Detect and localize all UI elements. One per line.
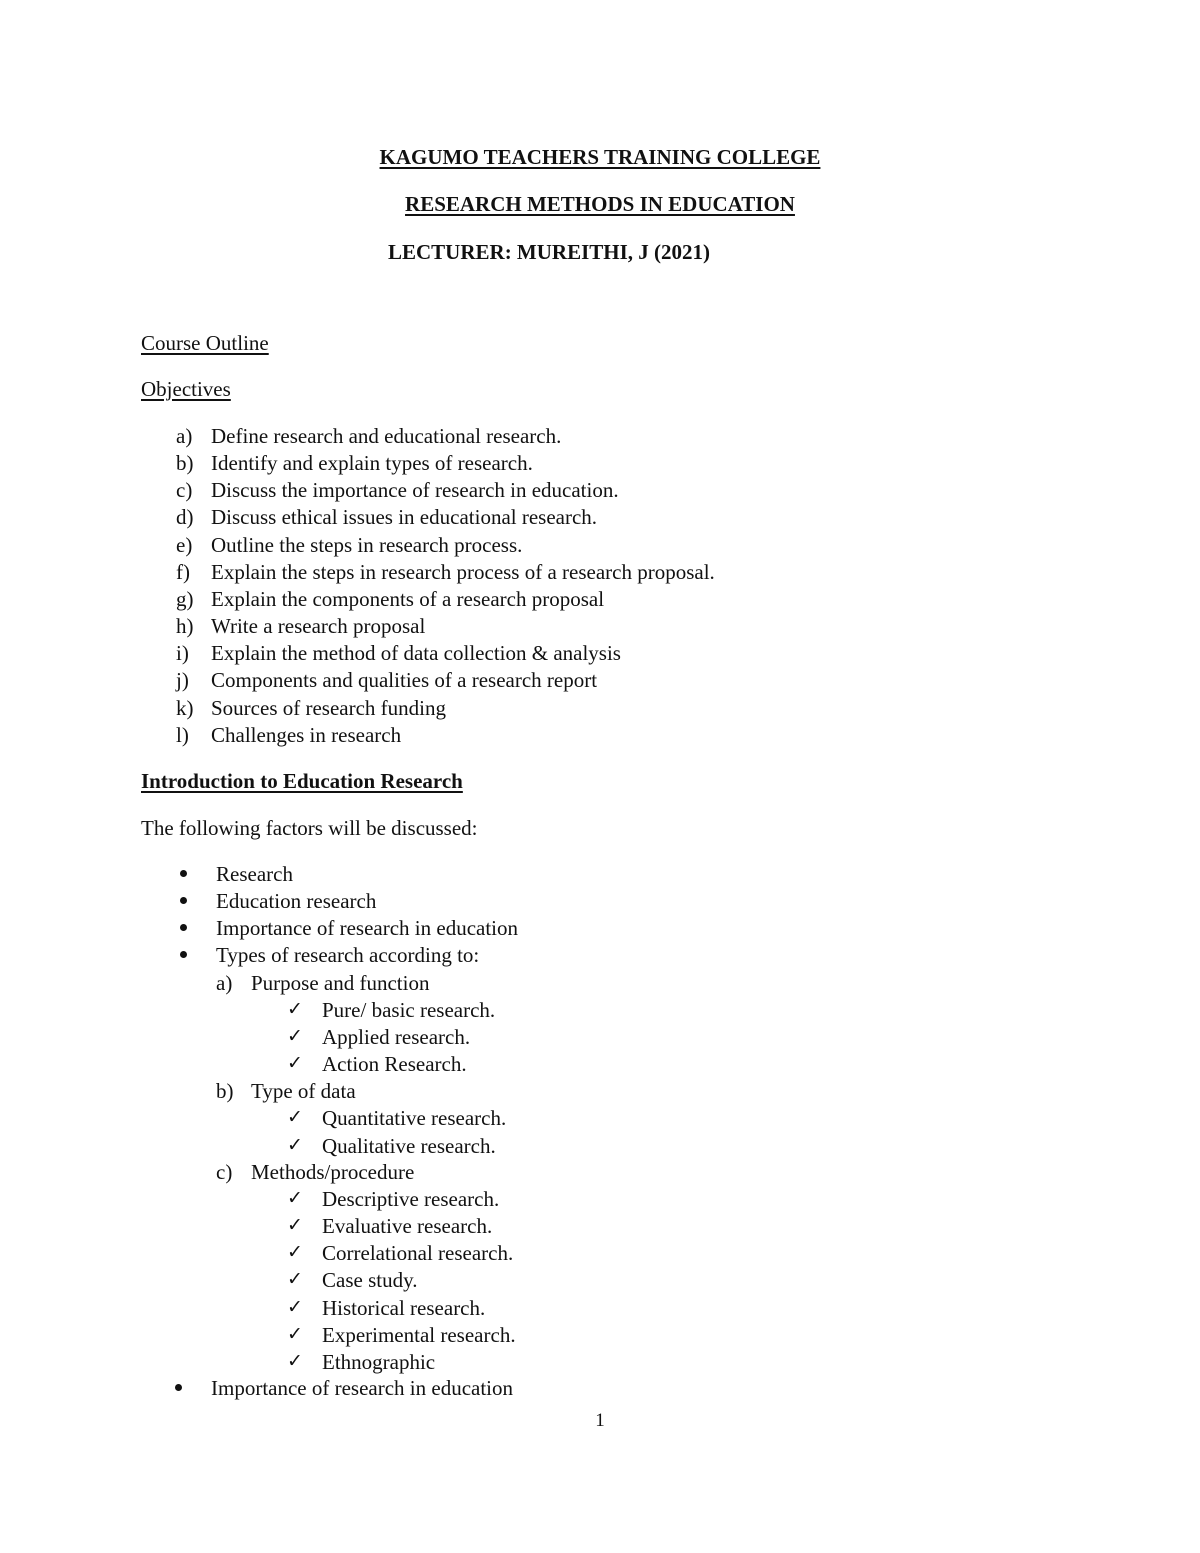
checkmark-icon: ✓ xyxy=(287,1323,303,1345)
objective-marker: h) xyxy=(176,614,194,638)
factor-item: Research xyxy=(216,862,293,886)
type-item: Correlational research. xyxy=(322,1241,514,1265)
checkmark-icon: ✓ xyxy=(287,1187,303,1209)
objective-item: Sources of research funding xyxy=(211,696,446,720)
objective-marker: c) xyxy=(176,478,193,502)
objective-marker: a) xyxy=(176,424,193,448)
type-item: Qualitative research. xyxy=(322,1134,496,1158)
checkmark-icon: ✓ xyxy=(287,1106,303,1128)
objective-item: Explain the steps in research process of a research proposal. xyxy=(211,560,715,584)
objective-item: Define research and educational research. xyxy=(211,424,562,448)
checkmark-icon: ✓ xyxy=(287,1350,303,1372)
objective-marker: j) xyxy=(176,668,189,692)
type-marker: a) xyxy=(216,971,233,995)
checkmark-icon: ✓ xyxy=(287,1241,303,1263)
checkmark-icon: ✓ xyxy=(287,1052,303,1074)
objective-marker: d) xyxy=(176,505,194,529)
type-label: Purpose and function xyxy=(251,971,430,995)
bullet-icon xyxy=(180,870,187,877)
objective-marker: k) xyxy=(176,696,194,720)
bullet-icon xyxy=(175,1384,182,1391)
objective-marker: g) xyxy=(176,587,194,611)
course-outline-heading: Course Outline xyxy=(141,331,269,355)
checkmark-icon: ✓ xyxy=(287,998,303,1020)
type-item: Quantitative research. xyxy=(322,1106,507,1130)
checkmark-icon: ✓ xyxy=(287,1025,303,1047)
objective-marker: e) xyxy=(176,533,193,557)
page-number: 1 xyxy=(595,1410,605,1431)
intro-heading: Introduction to Education Research xyxy=(141,769,463,793)
type-item: Pure/ basic research. xyxy=(322,998,496,1022)
lecturer-line: LECTURER: MUREITHI, J (2021) xyxy=(388,240,711,264)
checkmark-icon: ✓ xyxy=(287,1296,303,1318)
type-item: Evaluative research. xyxy=(322,1214,493,1238)
objective-item: Identify and explain types of research. xyxy=(211,451,533,475)
type-marker: b) xyxy=(216,1079,234,1103)
objective-item: Discuss the importance of research in education. xyxy=(211,478,619,502)
checkmark-icon: ✓ xyxy=(287,1134,303,1156)
objective-item: Explain the components of a research proposal xyxy=(211,587,605,611)
intro-text: The following factors will be discussed: xyxy=(141,816,478,840)
factor-item: Education research xyxy=(216,889,377,913)
type-item: Descriptive research. xyxy=(322,1187,500,1211)
type-item: Applied research. xyxy=(322,1025,471,1049)
type-item: Ethnographic xyxy=(322,1350,436,1374)
type-item: Experimental research. xyxy=(322,1323,516,1347)
checkmark-icon: ✓ xyxy=(287,1214,303,1236)
college-title: KAGUMO TEACHERS TRAINING COLLEGE xyxy=(379,145,821,169)
type-marker: c) xyxy=(216,1160,233,1184)
objective-item: Explain the method of data collection & analysis xyxy=(211,641,621,665)
type-item: Case study. xyxy=(322,1268,418,1292)
objective-item: Outline the steps in research process. xyxy=(211,533,523,557)
type-item: Historical research. xyxy=(322,1296,486,1320)
objective-item: Components and qualities of a research report xyxy=(211,668,598,692)
objective-item: Challenges in research xyxy=(211,723,402,747)
last-bullet-item: Importance of research in education xyxy=(211,1376,514,1400)
objectives-heading: Objectives xyxy=(141,377,231,401)
type-item: Action Research. xyxy=(322,1052,467,1076)
objective-item: Discuss ethical issues in educational research. xyxy=(211,505,598,529)
course-title: RESEARCH METHODS IN EDUCATION xyxy=(405,192,795,216)
bullet-icon xyxy=(180,924,187,931)
objective-item: Write a research proposal xyxy=(211,614,426,638)
bullet-icon xyxy=(180,951,187,958)
type-label: Type of data xyxy=(251,1079,356,1103)
bullet-icon xyxy=(180,897,187,904)
objective-marker: b) xyxy=(176,451,194,475)
type-label: Methods/procedure xyxy=(251,1160,415,1184)
objective-marker: f) xyxy=(176,560,190,584)
objective-marker: l) xyxy=(176,723,189,747)
checkmark-icon: ✓ xyxy=(287,1268,303,1290)
objective-marker: i) xyxy=(176,641,189,665)
factor-item: Types of research according to: xyxy=(216,943,480,967)
factor-item: Importance of research in education xyxy=(216,916,519,940)
